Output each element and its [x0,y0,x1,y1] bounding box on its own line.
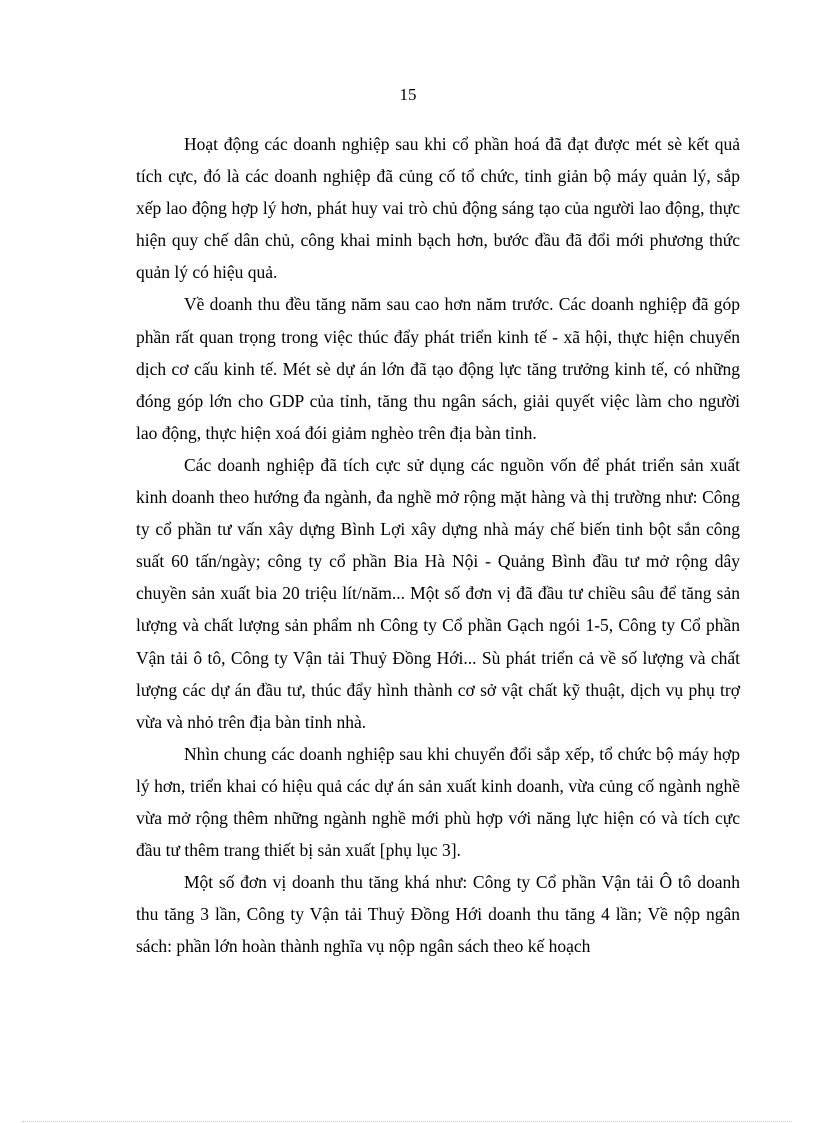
document-body [136,128,740,962]
paragraph-4: Nhìn chung các doanh nghiệp sau khi chuyển đổi sắp xếp, tổ chức bộ máy hợp lý hơn, triển khai có hiệu quả các dự án sản xuất kinh doanh, vừa củng cố ngành nghề vừa mở rộng thêm những ngành nghề mới phù hợp với năng lực hiện có và tích cực đầu tư thêm trang thiết bị sản xuất [phụ lục 3]. [136,743,740,861]
paragraph-2: Về doanh thu đều tăng năm sau cao hơn năm trước. Các doanh nghiệp đã góp phần rất quan trọng trong việc thúc đẩy phát triển kinh tế - xã hội, thực hiện chuyển dịch cơ cấu kinh tế. Mét sè dự án lớn đã tạo động lực tăng trưởng kinh tế, có những đóng góp lớn cho GDP của tỉnh, tăng thu ngân sách, giải quyết việc làm cho người lao động, thực hiện xoá đói giảm nghèo trên địa bàn tỉnh. [136,294,740,443]
paragraph-5: Một số đơn vị doanh thu tăng khá như: Công ty Cổ phần Vận tải Ô tô doanh thu tăng 3 lần, Công ty Vận tải Thuỷ Đồng Hới doanh thu tăng 4 lần; Về nộp ngân sách: phần lớn hoàn thành nghĩa vụ nộp ngân sách theo kế hoạch [136,872,740,957]
page-bottom-divider [22,1121,792,1122]
paragraph-3: Các doanh nghiệp đã tích cực sử dụng các nguồn vốn để phát triển sản xuất kinh doanh theo hướng đa ngành, đa nghề mở rộng mặt hàng và thị trường như: Công ty cổ phần tư vấn xây dựng Bình Lợi xây dựng nhà máy chế biến tinh bột sắn công suất 60 tấn/ngày; công ty cổ phần Bia Hà Nội - Quảng Bình đầu tư mở rộng dây chuyền sản xuất bia 20 triệu lít/năm... Một số đơn vị đã đầu tư chiều sâu để tăng sản lượng và chất lượng sản phẩm nh Công ty Cổ phần Gạch ngói 1-5, Công ty Cổ phần Vận tải ô tô, Công ty Vận tải Thuỷ Đồng Hới... Sù phát triển cả về số lượng và chất lượng các dự án đầu tư, thúc đẩy hình thành cơ sở vật chất kỹ thuật, dịch vụ phụ trợ vừa và nhỏ trên địa bàn tỉnh nhà. [136,454,740,732]
page-number: 15 [399,85,417,104]
paragraph-1: Hoạt động các doanh nghiệp sau khi cổ phần hoá đã đạt được mét sè kết quả tích cực, đó là các doanh nghiệp đã củng cố tổ chức, tinh giản bộ máy quản lý, sắp xếp lao động hợp lý hơn, phát huy vai trò chủ động sáng tạo của người lao động, thực hiện quy chế dân chủ, công khai minh bạch hơn, bước đầu đã đổi mới phương thức quản lý có hiệu quả. [136,134,740,283]
